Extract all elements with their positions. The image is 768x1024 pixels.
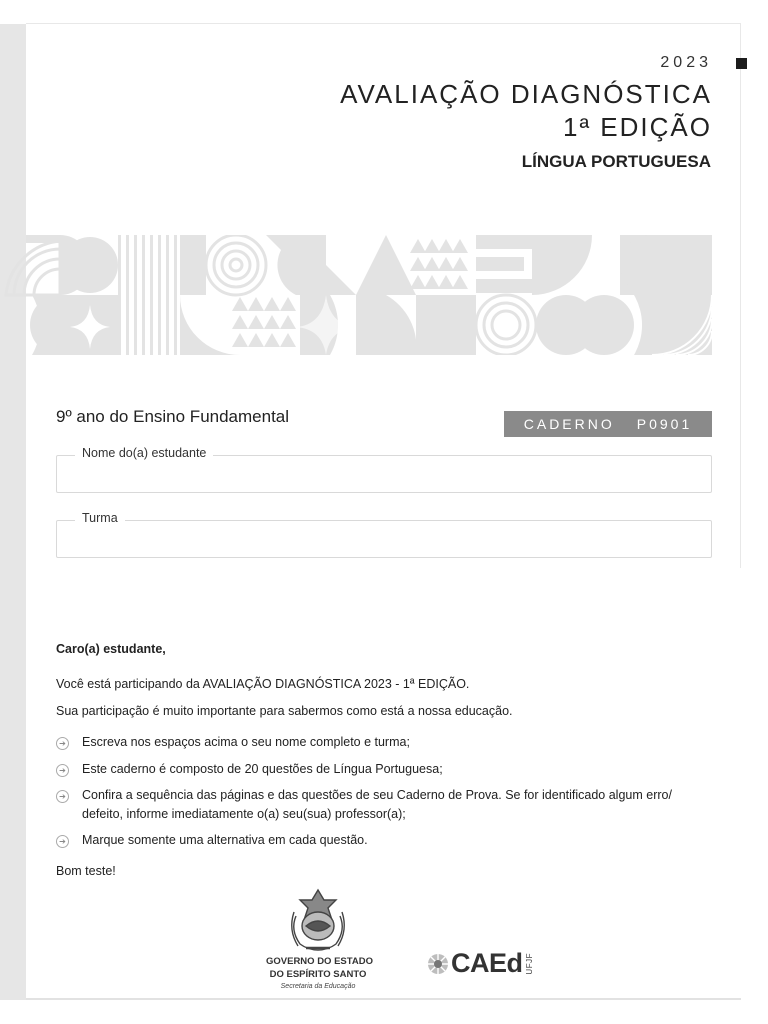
caed-name: CAEd (451, 948, 523, 978)
page-frame-right (740, 23, 741, 568)
exam-edition: 1ª EDIÇÃO (563, 112, 712, 142)
student-name-label: Nome do(a) estudante (75, 446, 213, 460)
state-coat-of-arms-icon (286, 886, 350, 954)
list-item (56, 786, 716, 824)
caed-emblem-icon (427, 953, 449, 975)
arrow-circle-icon: ➔ (56, 790, 69, 803)
caderno-badge (504, 411, 712, 437)
caderno-code: P0901 (636, 416, 693, 432)
espirito-santo-government-logo (266, 886, 373, 990)
list-item (56, 733, 716, 752)
list-item (56, 760, 716, 779)
intro-paragraph-1: Você está participando da AVALIAÇÃO DIAGNÓSTICA 2023 - 1ª EDIÇÃO. (56, 677, 470, 691)
closing-text: Bom teste! (56, 864, 116, 878)
corner-marker (736, 58, 747, 69)
arrow-circle-icon: ➔ (56, 737, 69, 750)
left-sidebar-strip (0, 24, 26, 1000)
list-item (56, 831, 716, 850)
exam-subject: LÍNGUA PORTUGUESA (521, 152, 711, 171)
class-field[interactable] (56, 511, 712, 558)
list-item-text: Marque somente uma alternativa em cada questão. (82, 833, 368, 847)
gov-name-line-1: GOVERNO DO ESTADO (266, 956, 373, 967)
exam-title: AVALIAÇÃO DIAGNÓSTICA (340, 79, 712, 109)
arrow-circle-icon: ➔ (56, 764, 69, 777)
gov-name-line-2: DO ESPÍRITO SANTO (269, 969, 367, 980)
class-label: Turma (75, 511, 125, 525)
intro-paragraph-2: Sua participação é muito importante para sabermos como está a nossa educação. (56, 704, 513, 718)
page-frame-top (26, 23, 741, 24)
gov-secretaria: Secretaria da Educação (280, 983, 356, 990)
list-item-text: Este caderno é composto de 20 questões de Língua Portuguesa; (82, 762, 443, 776)
page-frame-bottom (26, 998, 741, 1000)
student-name-field[interactable] (56, 446, 712, 493)
caed-ufjf: UFJF (524, 952, 534, 975)
caed-logo (427, 948, 534, 979)
list-item-text: Escreva nos espaços acima o seu nome completo e turma; (82, 735, 410, 749)
caderno-label: CADERNO (523, 416, 615, 432)
arrow-circle-icon: ➔ (56, 835, 69, 848)
exam-year: 2023 (660, 54, 712, 71)
grade-level: 9º ano do Ensino Fundamental (56, 407, 290, 426)
list-item-text: Confira a sequência das páginas e das questões de seu Caderno de Prova. Se for identificado algum erro/ defeito, informe imediatamente o(a) seu(sua) professor(a); (82, 788, 672, 821)
decorative-pattern-banner (0, 235, 712, 355)
greeting: Caro(a) estudante, (56, 642, 166, 656)
